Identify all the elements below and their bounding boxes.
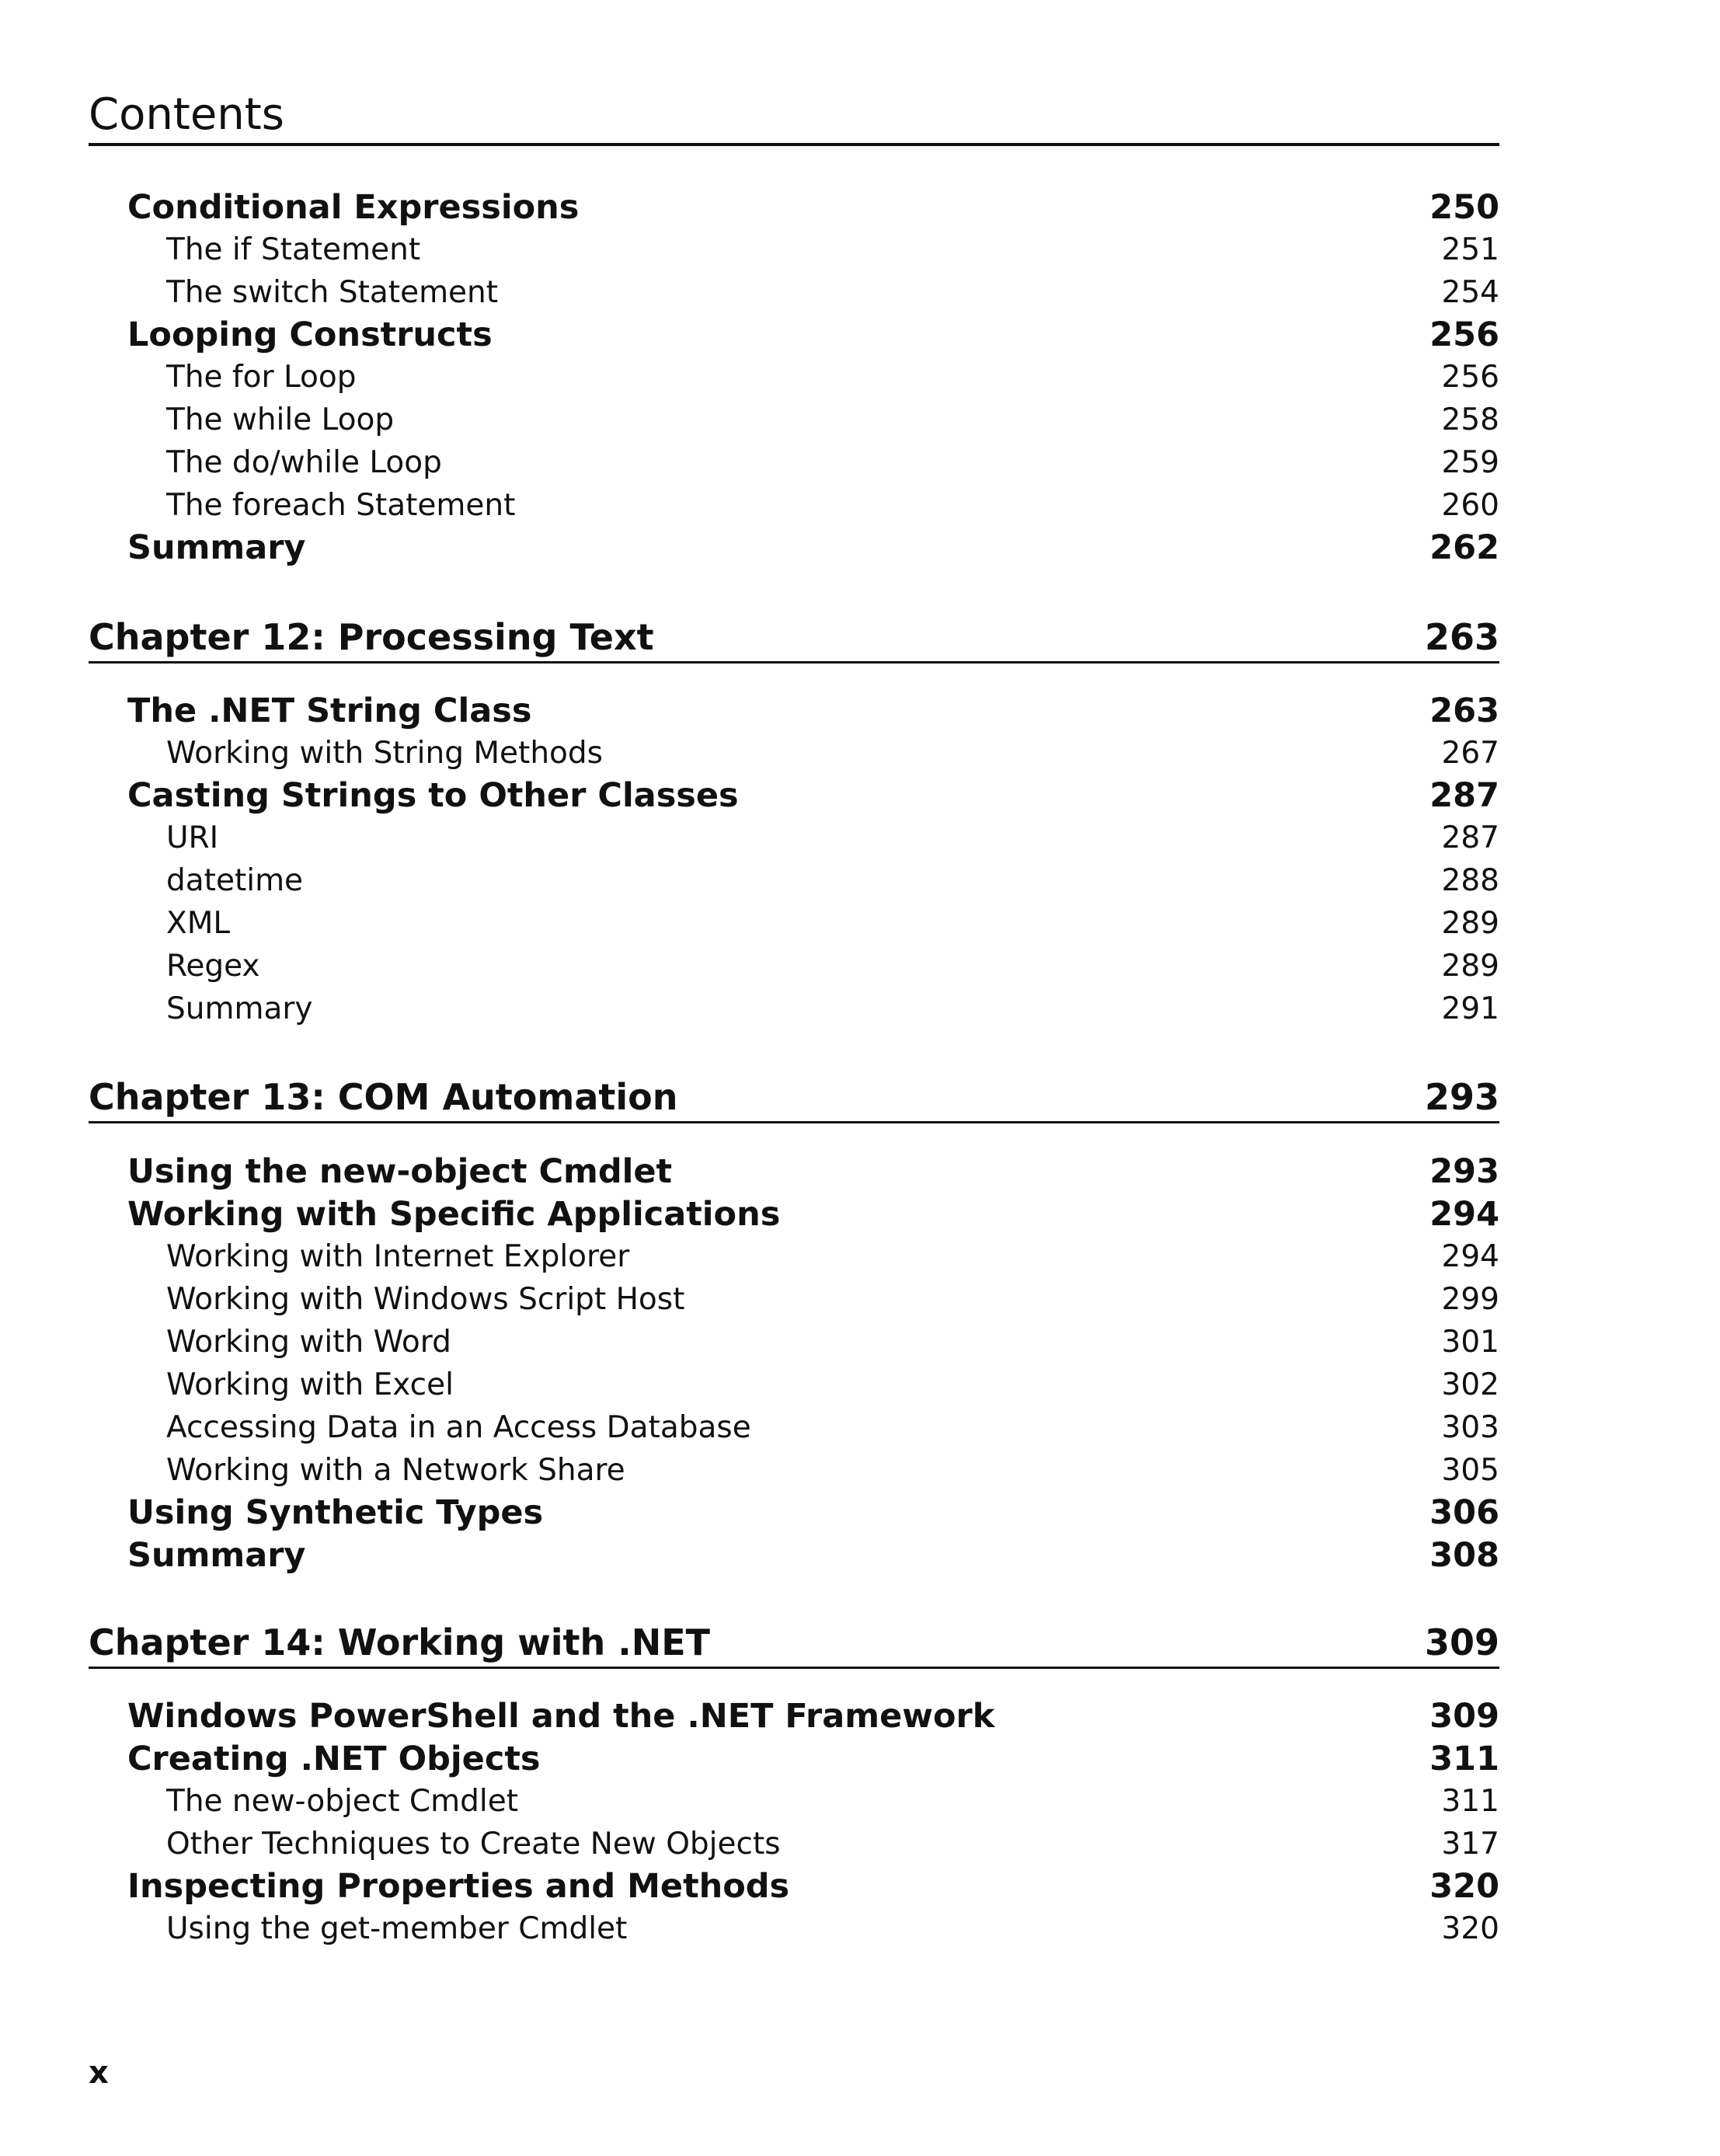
toc-entry-page: 259 bbox=[1441, 445, 1499, 480]
toc-section-entry[interactable] bbox=[0, 1151, 1499, 1193]
toc-section-entry[interactable] bbox=[0, 1865, 1499, 1907]
chapter-heading[interactable] bbox=[89, 1074, 1499, 1123]
toc-section-entry[interactable] bbox=[0, 527, 1499, 569]
toc-entry-title: Regex bbox=[166, 949, 260, 984]
toc-entry-title: The .NET String Class bbox=[127, 691, 532, 730]
toc-subsection-entry[interactable] bbox=[0, 1322, 1499, 1364]
toc-entry-title: Looping Constructs bbox=[127, 315, 493, 354]
toc-section-entry[interactable] bbox=[0, 1492, 1499, 1534]
toc-entry-title: The new-object Cmdlet bbox=[166, 1784, 519, 1819]
toc-entry-title: URI bbox=[166, 820, 219, 855]
toc-entry-page: 317 bbox=[1441, 1827, 1499, 1862]
toc-subsection-entry[interactable] bbox=[0, 1279, 1499, 1321]
toc-subsection-entry[interactable] bbox=[0, 399, 1499, 441]
toc-entry-page: 303 bbox=[1441, 1410, 1499, 1445]
toc-entry-title: Working with String Methods bbox=[166, 736, 603, 771]
toc-entry-title: Working with Windows Script Host bbox=[166, 1282, 685, 1317]
toc-entry-title: Working with Excel bbox=[166, 1367, 454, 1402]
toc-entry-page: 320 bbox=[1429, 1867, 1499, 1906]
toc-subsection-entry[interactable] bbox=[0, 272, 1499, 314]
toc-subsection-entry[interactable] bbox=[0, 1823, 1499, 1865]
toc-entry-title: The while Loop bbox=[166, 402, 395, 437]
toc-entry-title: The foreach Statement bbox=[166, 488, 516, 523]
toc-entry-title: Other Techniques to Create New Objects bbox=[166, 1827, 781, 1862]
toc-entry-page: 320 bbox=[1441, 1911, 1499, 1946]
toc-subsection-entry[interactable] bbox=[0, 442, 1499, 484]
toc-entry-title: Accessing Data in an Access Database bbox=[166, 1410, 751, 1445]
toc-entry-page: 301 bbox=[1441, 1325, 1499, 1360]
toc-entry-page: 293 bbox=[1429, 1152, 1499, 1191]
toc-subsection-entry[interactable] bbox=[0, 1908, 1499, 1950]
toc-entry-title: Summary bbox=[127, 528, 306, 567]
toc-entry-title: Conditional Expressions bbox=[127, 188, 580, 227]
toc-section-entry[interactable] bbox=[0, 775, 1499, 817]
toc-entry-title: Working with Internet Explorer bbox=[166, 1239, 630, 1274]
toc-entry-title: Using the new-object Cmdlet bbox=[127, 1152, 673, 1191]
toc-subsection-entry[interactable] bbox=[0, 1236, 1499, 1278]
toc-entry-page: 294 bbox=[1429, 1195, 1499, 1234]
toc-subsection-entry[interactable] bbox=[0, 903, 1499, 945]
toc-entry-title: Summary bbox=[166, 991, 313, 1026]
toc-section-entry[interactable] bbox=[0, 690, 1499, 732]
chapter-page: 309 bbox=[1424, 1621, 1499, 1663]
toc-entry-page: 254 bbox=[1441, 275, 1499, 310]
toc-subsection-entry[interactable] bbox=[0, 485, 1499, 527]
toc-entry-page: 306 bbox=[1429, 1493, 1499, 1532]
toc-entry-title: Summary bbox=[127, 1536, 306, 1575]
toc-entry-title: Using the get-member Cmdlet bbox=[166, 1911, 628, 1946]
toc-subsection-entry[interactable] bbox=[0, 1407, 1499, 1449]
chapter-title: Chapter 12: Processing Text bbox=[89, 616, 654, 658]
toc-section-entry[interactable] bbox=[0, 1695, 1499, 1737]
toc-entry-title: datetime bbox=[166, 863, 304, 898]
toc-entry-title: Casting Strings to Other Classes bbox=[127, 776, 739, 815]
toc-subsection-entry[interactable] bbox=[0, 946, 1499, 987]
toc-entry-page: 251 bbox=[1441, 232, 1499, 267]
toc-entry-title: The for Loop bbox=[166, 360, 357, 395]
chapter-page: 293 bbox=[1424, 1076, 1499, 1118]
toc-entry-page: 305 bbox=[1441, 1453, 1499, 1488]
toc-subsection-entry[interactable] bbox=[0, 1781, 1499, 1823]
toc-entry-page: 289 bbox=[1441, 949, 1499, 984]
toc-entry-page: 267 bbox=[1441, 736, 1499, 771]
toc-entry-title: Creating .NET Objects bbox=[127, 1740, 541, 1778]
toc-entry-page: 256 bbox=[1429, 315, 1499, 354]
page-folio: x bbox=[89, 2055, 109, 2091]
toc-entry-page: 288 bbox=[1441, 863, 1499, 898]
toc-entry-title: The if Statement bbox=[166, 232, 421, 267]
page-title: Contents bbox=[89, 89, 284, 140]
toc-entry-page: 263 bbox=[1429, 691, 1499, 730]
toc-entry-title: Working with a Network Share bbox=[166, 1453, 625, 1488]
toc-entry-page: 262 bbox=[1429, 528, 1499, 567]
toc-entry-page: 294 bbox=[1441, 1239, 1499, 1274]
toc-entry-page: 258 bbox=[1441, 402, 1499, 437]
toc-entry-title: The switch Statement bbox=[166, 275, 499, 310]
chapter-title: Chapter 14: Working with .NET bbox=[89, 1621, 711, 1663]
toc-entry-page: 302 bbox=[1441, 1367, 1499, 1402]
toc-entry-page: 289 bbox=[1441, 906, 1499, 941]
toc-entry-page: 256 bbox=[1441, 360, 1499, 395]
toc-section-entry[interactable] bbox=[0, 186, 1499, 228]
toc-section-entry[interactable] bbox=[0, 1193, 1499, 1235]
chapter-title: Chapter 13: COM Automation bbox=[89, 1076, 678, 1118]
toc-entry-page: 309 bbox=[1429, 1697, 1499, 1736]
toc-entry-title: XML bbox=[166, 906, 231, 941]
chapter-heading[interactable] bbox=[89, 1619, 1499, 1669]
toc-subsection-entry[interactable] bbox=[0, 817, 1499, 859]
toc-entry-title: Windows PowerShell and the .NET Framework bbox=[127, 1697, 995, 1736]
toc-entry-title: Working with Word bbox=[166, 1325, 451, 1360]
toc-entry-page: 291 bbox=[1441, 991, 1499, 1026]
chapter-heading[interactable] bbox=[89, 614, 1499, 664]
toc-section-entry[interactable] bbox=[0, 1534, 1499, 1576]
toc-entry-page: 311 bbox=[1429, 1740, 1499, 1778]
toc-entry-page: 308 bbox=[1429, 1536, 1499, 1575]
toc-subsection-entry[interactable] bbox=[0, 357, 1499, 399]
toc-subsection-entry[interactable] bbox=[0, 988, 1499, 1030]
toc-entry-page: 260 bbox=[1441, 488, 1499, 523]
toc-entry-title: Using Synthetic Types bbox=[127, 1493, 544, 1532]
page-header bbox=[89, 87, 1499, 146]
toc-entry-page: 287 bbox=[1429, 776, 1499, 815]
toc-entry-title: The do/while Loop bbox=[166, 445, 442, 480]
toc-subsection-entry[interactable] bbox=[0, 229, 1499, 271]
toc-subsection-entry[interactable] bbox=[0, 733, 1499, 775]
toc-subsection-entry[interactable] bbox=[0, 1450, 1499, 1492]
toc-subsection-entry[interactable] bbox=[0, 1364, 1499, 1406]
toc-entry-title: Inspecting Properties and Methods bbox=[127, 1867, 790, 1906]
toc-section-entry[interactable] bbox=[0, 314, 1499, 356]
toc-subsection-entry[interactable] bbox=[0, 860, 1499, 902]
toc-entry-page: 299 bbox=[1441, 1282, 1499, 1317]
chapter-page: 263 bbox=[1424, 616, 1499, 658]
toc-entry-page: 250 bbox=[1429, 188, 1499, 227]
toc-entry-page: 287 bbox=[1441, 820, 1499, 855]
toc-section-entry[interactable] bbox=[0, 1738, 1499, 1780]
toc-entry-page: 311 bbox=[1441, 1784, 1499, 1819]
toc-entry-title: Working with Specific Applications bbox=[127, 1195, 781, 1234]
